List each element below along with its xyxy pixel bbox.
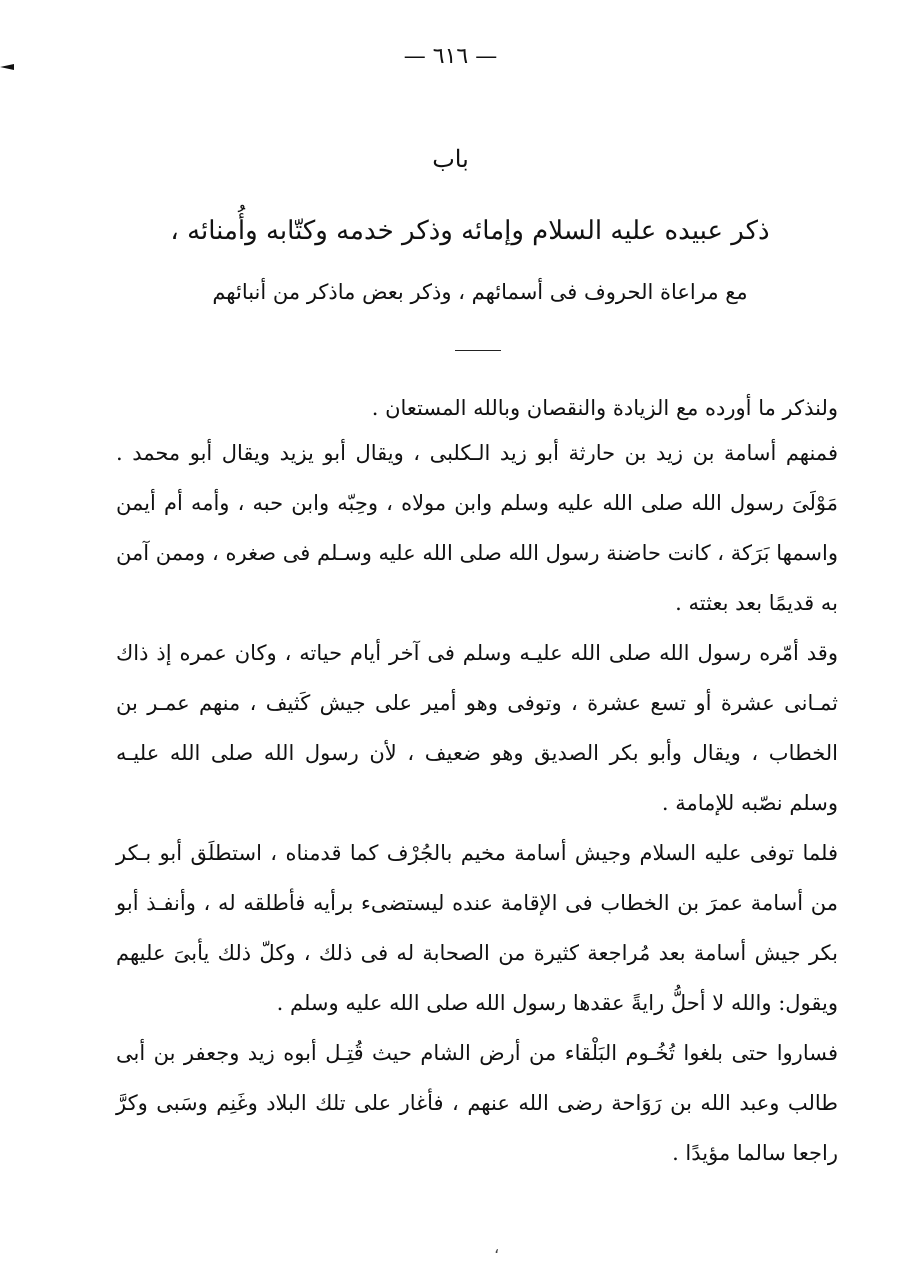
page-number: — ٦١٦ — bbox=[403, 44, 498, 69]
paragraph: وقد أمّره رسول الله صلى الله عليـه وسلم فى آخر أيام حياته ، وكان عمره إذ ذاك ثمـانى عشرة أو تسع عشرة ، وتوفى وهو أمير على جيش كَثيف ، منهم عمـر بن الخطاب ، ويقال وأبو بكر الصديق وهو ضعيف ، لأن رسول الله صلى الله عليـه وسلم نصّبه للإمامة . bbox=[116, 641, 838, 815]
chapter-label: باب bbox=[432, 145, 469, 173]
chapter-heading-line-1: ذكر عبيده عليه السلام وإمائه وذكر خدمه وكتّابه وأُمنائه ، bbox=[170, 216, 770, 246]
paragraph: ولنذكر ما أورده مع الزيادة والنقصان وبالله المستعان . bbox=[371, 396, 838, 420]
heading-divider bbox=[455, 350, 501, 351]
paragraph: فساروا حتى بلغوا تُخُـوم البَلْقاء من أرض الشام حيث قُتِـل أبوه زيد وجعفر بن أبى طالب وعبد الله بن رَوَاحة رضى الله عنهم ، فأغار على تلك البلاد وغَنِم وسَبى وكرَّ راجعا سالما مؤيدًا . bbox=[116, 1041, 838, 1165]
body-text bbox=[116, 388, 838, 1178]
chapter-heading-line-2: مع مراعاة الحروف فى أسمائهم ، وذكر بعض ماذكر من أنبائهم bbox=[212, 280, 748, 304]
paragraph: فلما توفى عليه السلام وجيش أسامة مخيم بالجُرْف كما قدمناه ، استطلَق أبو بـكر من أسامة عمرَ بن الخطاب فى الإقامة عنده ليستضىء برأيه فأطلقه له ، وأنفـذ أبو بكر جيش أسامة بعد مُراجعة كثيرة من الصحابة له فى ذلك ، وكلّ ذلك يأبىَ عليهم ويقول: والله لا أحلُّ رايةً عقدها رسول الله صلى الله عليه وسلم . bbox=[116, 841, 838, 1015]
paragraph: فمنهم أسامة بن زيد بن حارثة أبو زيد الـكلبى ، ويقال أبو يزيد ويقال أبو محمد . مَوْلَىَ رسول الله صلى الله عليه وسلم وابن مولاه ، وحِبّه وابن حبه ، وأمه أم أيمن واسمها بَرَكة ، كانت حاضنة رسول الله صلى الله عليه وسـلم فى صغره ، وممن آمن به قديمًا بعد بعثته . bbox=[116, 441, 838, 615]
bottom-mark: ، bbox=[494, 1238, 500, 1257]
